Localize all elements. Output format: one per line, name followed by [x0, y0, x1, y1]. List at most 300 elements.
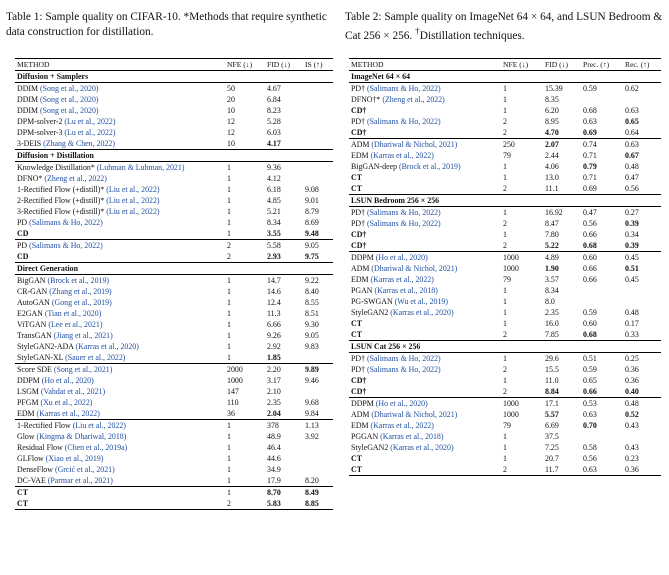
fid-cell-text: 6.20: [545, 106, 559, 115]
citation-link[interactable]: (Zhang et al., 2019): [49, 287, 112, 296]
method-cell: [15, 228, 225, 240]
citation-link[interactable]: (Karras et al., 2022): [370, 151, 434, 160]
citation-link[interactable]: (Liu et al., 2022): [72, 421, 126, 430]
fid-cell: [543, 296, 581, 307]
recall-cell-text: 0.40: [625, 387, 639, 396]
is-cell: [303, 206, 333, 217]
table1-header-nfe: NFE (↓): [227, 60, 253, 69]
method-name: CR-GAN: [17, 287, 48, 296]
method-cell: [15, 206, 225, 217]
method-cell: [15, 83, 225, 95]
precision-cell-text: 0.66: [583, 264, 597, 273]
nfe-cell: [501, 252, 543, 264]
fid-cell: [543, 183, 581, 195]
recall-cell-text: 0.36: [625, 376, 639, 385]
fid-cell-text: 3.57: [545, 275, 559, 284]
nfe-cell-text: 2: [227, 252, 231, 261]
fid-cell-text: 2.92: [267, 342, 281, 351]
nfe-cell-text: 1: [503, 354, 507, 363]
nfe-cell: [225, 217, 265, 228]
fid-cell: [543, 431, 581, 442]
is-cell-text: 8.51: [305, 309, 319, 318]
table-row: [349, 386, 661, 398]
is-cell-text: 9.84: [305, 409, 319, 418]
method-cell: [349, 161, 501, 172]
citation-link[interactable]: (Zheng et al., 2022): [44, 174, 107, 183]
method-cell: [349, 127, 501, 139]
citation-link[interactable]: (Karras et al., 2020): [390, 443, 454, 452]
method-cell: [349, 285, 501, 296]
method-cell: [15, 138, 225, 150]
fid-cell: [265, 286, 303, 297]
fid-cell: [265, 308, 303, 319]
recall-cell: [623, 398, 661, 410]
citation-link[interactable]: (Karras et al., 2018): [380, 432, 444, 441]
nfe-cell: [501, 364, 543, 375]
fid-cell-text: 14.6: [267, 287, 281, 296]
citation-link[interactable]: (Lu et al., 2022): [64, 128, 116, 137]
table-row: [15, 162, 333, 174]
precision-cell-text: 0.59: [583, 84, 597, 93]
method-cell: [349, 274, 501, 285]
table-row: [15, 408, 333, 420]
citation-link[interactable]: (Salimans & Ho, 2022): [367, 84, 441, 93]
citation-link[interactable]: (Salimans & Ho, 2022): [367, 208, 441, 217]
citation-link[interactable]: (Zheng et al., 2022): [382, 95, 445, 104]
section-header: [15, 71, 333, 83]
nfe-cell-text: 1: [503, 286, 507, 295]
method-name: 2-Rectified Flow (+distill)*: [17, 196, 105, 205]
table2-header-nfe: NFE (↓): [503, 60, 529, 69]
nfe-cell: [501, 409, 543, 420]
method-cell: [15, 240, 225, 252]
nfe-cell: [501, 263, 543, 274]
citation-link[interactable]: (Lee et al., 2021): [48, 320, 103, 329]
precision-cell: [581, 353, 623, 365]
method-cell: [15, 352, 225, 364]
fid-cell-text: 2.35: [545, 308, 559, 317]
precision-cell: [581, 207, 623, 219]
nfe-cell: [225, 94, 265, 105]
nfe-cell-text: 20: [227, 95, 235, 104]
table1-caption: Table 1: Sample quality on CIFAR-10. *Methods that require synthetic data construction for distillation.: [6, 11, 327, 38]
recall-cell-text: 0.27: [625, 208, 639, 217]
recall-cell-text: 0.45: [625, 253, 639, 262]
precision-cell: [581, 431, 623, 442]
citation-link[interactable]: (Parmar et al., 2021): [47, 476, 113, 485]
table-row: [349, 285, 661, 296]
fid-cell-text: 4.85: [267, 196, 281, 205]
nfe-cell: [225, 116, 265, 127]
citation-link[interactable]: (Salimans & Ho, 2022): [29, 218, 103, 227]
fid-cell-text: 11.1: [545, 184, 559, 193]
is-cell: [303, 487, 333, 499]
section-title: ImageNet 64 × 64: [351, 72, 411, 81]
method-cell: [15, 127, 225, 138]
citation-link[interactable]: (Karras et al., 2020): [75, 342, 139, 351]
section-header: [349, 71, 661, 83]
citation-link[interactable]: (Salimans & Ho, 2022): [367, 117, 441, 126]
citation-link[interactable]: (Ho et al., 2020): [375, 253, 428, 262]
fid-cell: [543, 83, 581, 95]
recall-cell: [623, 307, 661, 318]
recall-cell-text: 0.51: [625, 264, 639, 273]
citation-link[interactable]: (Jiang et al., 2021): [53, 331, 113, 340]
citation-link[interactable]: (Xiao et al., 2019): [45, 454, 104, 463]
method-name: PFGM: [17, 398, 39, 407]
citation-link[interactable]: (Salimans & Ho, 2022): [29, 241, 103, 250]
table-row: [15, 138, 333, 150]
citation-link[interactable]: (Sauer et al., 2022): [65, 353, 126, 362]
is-cell-text: 8.69: [305, 218, 319, 227]
fid-cell-text: 8.34: [545, 286, 559, 295]
nfe-cell-text: 2: [503, 219, 507, 228]
nfe-cell-text: 1: [503, 432, 507, 441]
recall-cell-text: 0.43: [625, 443, 639, 452]
nfe-cell: [501, 464, 543, 476]
recall-cell: [623, 464, 661, 476]
citation-link[interactable]: (Song et al., 2020): [40, 95, 99, 104]
citation-link[interactable]: (Ho et al., 2020): [375, 399, 428, 408]
table2-header-prec: Prec. (↑): [583, 60, 610, 69]
nfe-cell: [501, 139, 543, 151]
citation-link[interactable]: (Zhang & Chen, 2022): [43, 139, 115, 148]
table-row: [15, 206, 333, 217]
method-cell: [349, 307, 501, 318]
recall-cell: [623, 150, 661, 161]
table-row: [349, 127, 661, 139]
citation-link[interactable]: (Dhariwal & Nichol, 2021): [371, 264, 458, 273]
is-cell: [303, 408, 333, 420]
method-name: StyleGAN2: [351, 308, 389, 317]
fid-cell: [543, 229, 581, 240]
method-name: BigGAN-deep: [351, 162, 398, 171]
recall-cell: [623, 183, 661, 195]
citation-link[interactable]: (Luhman & Luhman, 2021): [96, 163, 185, 172]
is-cell: [303, 308, 333, 319]
method-name: StyleGAN-XL: [17, 353, 64, 362]
fid-cell-text: 8.84: [545, 387, 559, 396]
citation-link[interactable]: (Song et al., 2021): [53, 365, 113, 374]
recall-cell: [623, 263, 661, 274]
citation-link[interactable]: (Brock et al., 2019): [399, 162, 461, 171]
table-row: [349, 307, 661, 318]
fid-cell: [543, 353, 581, 365]
method-cell: [15, 162, 225, 174]
is-cell: [303, 498, 333, 510]
table-row: [15, 173, 333, 184]
nfe-cell: [225, 341, 265, 352]
citation-link[interactable]: (Karras et al., 2022): [36, 409, 100, 418]
recall-cell: [623, 161, 661, 172]
method-name: PD†: [351, 208, 366, 217]
citation-link[interactable]: (Xu et al., 2022): [40, 398, 93, 407]
table-row: [15, 386, 333, 397]
nfe-cell: [501, 127, 543, 139]
precision-cell-text: 0.56: [583, 454, 597, 463]
fid-cell: [265, 206, 303, 217]
method-name: CT: [351, 173, 362, 182]
is-cell: [303, 453, 333, 464]
method-cell: [349, 263, 501, 274]
citation-link[interactable]: (Karras et al., 2022): [370, 275, 434, 284]
method-name: DFNO†*: [351, 95, 381, 104]
recall-cell-text: 0.39: [625, 241, 639, 250]
recall-cell: [623, 252, 661, 264]
nfe-cell-text: 2: [503, 330, 507, 339]
is-cell-text: 9.22: [305, 276, 319, 285]
table-row: [349, 252, 661, 264]
table-row: [349, 207, 661, 219]
table-row: [15, 308, 333, 319]
citation-link[interactable]: (Dhariwal & Nichol, 2021): [371, 140, 458, 149]
citation-link[interactable]: (Tian et al., 2020): [44, 309, 102, 318]
citation-link[interactable]: (Karras et al., 2022): [370, 421, 434, 430]
table-row: [15, 105, 333, 116]
fid-cell: [265, 386, 303, 397]
table-row: [349, 83, 661, 95]
fid-cell-text: 4.70: [545, 128, 559, 137]
method-name: Score SDE: [17, 365, 52, 374]
precision-cell-text: 0.65: [583, 376, 597, 385]
fid-cell-text: 1.90: [545, 264, 559, 273]
table-row: [349, 116, 661, 127]
method-cell: [15, 341, 225, 352]
recall-cell: [623, 409, 661, 420]
nfe-cell-text: 1: [227, 309, 231, 318]
method-cell: [15, 319, 225, 330]
citation-link[interactable]: (Dhariwal & Nichol, 2021): [371, 410, 458, 419]
fid-cell: [543, 94, 581, 105]
precision-cell-text: 0.79: [583, 162, 597, 171]
nfe-cell: [225, 251, 265, 263]
precision-cell: [581, 307, 623, 318]
nfe-cell: [501, 353, 543, 365]
nfe-cell: [225, 375, 265, 386]
citation-link[interactable]: (Lu et al., 2022): [64, 117, 116, 126]
method-cell: [15, 364, 225, 376]
nfe-cell-text: 1000: [503, 264, 519, 273]
method-name: DDIM: [17, 95, 39, 104]
nfe-cell-text: 1: [227, 207, 231, 216]
table-row: [349, 150, 661, 161]
table-row: [15, 352, 333, 364]
nfe-cell-text: 2: [503, 128, 507, 137]
nfe-cell-text: 1: [227, 287, 231, 296]
nfe-cell: [225, 431, 265, 442]
recall-cell-text: 0.36: [625, 365, 639, 374]
method-cell: [349, 442, 501, 453]
citation-link[interactable]: (Ho et al., 2020): [41, 376, 94, 385]
method-cell: [15, 195, 225, 206]
method-cell: [349, 375, 501, 386]
nfe-cell: [501, 183, 543, 195]
method-name: CD†: [351, 376, 367, 385]
recall-cell-text: 0.33: [625, 330, 639, 339]
recall-cell: [623, 229, 661, 240]
method-name: CD†: [351, 241, 367, 250]
fid-cell-text: 2.10: [267, 387, 281, 396]
method-name: CD†: [351, 230, 367, 239]
is-cell-text: 8.55: [305, 298, 319, 307]
recall-cell-text: 0.67: [625, 151, 639, 160]
method-name: PD†: [351, 354, 366, 363]
method-name: Residual Flow: [17, 443, 63, 452]
fid-cell: [543, 116, 581, 127]
table-row: [349, 442, 661, 453]
recall-cell: [623, 127, 661, 139]
nfe-cell: [501, 318, 543, 329]
nfe-cell-text: 1000: [503, 253, 519, 262]
method-cell: [349, 453, 501, 464]
citation-link[interactable]: (Song et al., 2020): [40, 106, 99, 115]
fid-cell-text: 11.3: [267, 309, 281, 318]
method-name: 1-Rectified Flow: [17, 421, 71, 430]
nfe-cell-text: 1: [227, 331, 231, 340]
citation-link[interactable]: (Salimans & Ho, 2022): [367, 365, 441, 374]
citation-link[interactable]: (Chen et al., 2019a): [64, 443, 128, 452]
precision-cell-text: 0.60: [583, 253, 597, 262]
fid-cell-text: 20.7: [545, 454, 559, 463]
table-row: [349, 94, 661, 105]
citation-link[interactable]: (Liu et al., 2022): [106, 185, 160, 194]
section-header: [349, 195, 661, 207]
fid-cell: [543, 386, 581, 398]
method-cell: [15, 116, 225, 127]
fid-cell: [265, 453, 303, 464]
fid-cell: [543, 161, 581, 172]
recall-cell-text: 0.23: [625, 454, 639, 463]
fid-cell: [543, 442, 581, 453]
recall-cell: [623, 83, 661, 95]
precision-cell-text: 0.66: [583, 387, 597, 396]
method-cell: [349, 150, 501, 161]
nfe-cell: [225, 173, 265, 184]
citation-link[interactable]: (Liu et al., 2022): [106, 207, 160, 216]
nfe-cell-text: 1000: [503, 399, 519, 408]
recall-cell-text: 0.48: [625, 162, 639, 171]
section-title: Direct Generation: [17, 264, 78, 273]
fid-cell-text: 7.80: [545, 230, 559, 239]
fid-cell: [265, 228, 303, 240]
fid-cell: [265, 297, 303, 308]
nfe-cell-text: 2: [503, 365, 507, 374]
table-row: [15, 420, 333, 432]
citation-link[interactable]: (Liu et al., 2022): [106, 196, 160, 205]
fid-cell-text: 15.39: [545, 84, 563, 93]
citation-link[interactable]: (Karras et al., 2018): [374, 286, 438, 295]
citation-link[interactable]: (Song et al., 2020): [40, 84, 99, 93]
is-cell: [303, 195, 333, 206]
fid-cell: [265, 431, 303, 442]
method-name: CT: [351, 184, 362, 193]
citation-link[interactable]: (Gong et al., 2019): [51, 298, 112, 307]
precision-cell-text: 0.47: [583, 208, 597, 217]
is-cell: [303, 94, 333, 105]
citation-link[interactable]: (Brock et al., 2019): [47, 276, 110, 285]
table-row: [15, 498, 333, 510]
method-name: Knowledge Distillation*: [17, 163, 95, 172]
nfe-cell-text: 79: [503, 275, 511, 284]
fid-cell: [543, 139, 581, 151]
is-cell: [303, 184, 333, 195]
nfe-cell: [225, 319, 265, 330]
nfe-cell-text: 1: [227, 353, 231, 362]
nfe-cell-text: 1: [227, 218, 231, 227]
nfe-cell: [501, 218, 543, 229]
is-cell: [303, 127, 333, 138]
fid-cell: [543, 172, 581, 183]
table-row: [349, 431, 661, 442]
method-cell: [15, 286, 225, 297]
recall-cell-text: 0.64: [625, 128, 639, 137]
is-cell-text: 8.79: [305, 207, 319, 216]
table-row: [349, 139, 661, 151]
citation-link[interactable]: (Vahdat et al., 2021): [40, 387, 106, 396]
is-cell: [303, 431, 333, 442]
fid-cell: [265, 173, 303, 184]
method-name: 3-Rectified Flow (+distill)*: [17, 207, 105, 216]
fid-cell: [265, 397, 303, 408]
citation-link[interactable]: (Kingma & Dhariwal, 2018): [36, 432, 127, 441]
section-header: [349, 341, 661, 353]
recall-cell-text: 0.45: [625, 275, 639, 284]
nfe-cell-text: 1: [227, 320, 231, 329]
precision-cell-text: 0.69: [583, 128, 597, 137]
citation-link[interactable]: (Salimans & Ho, 2022): [367, 219, 441, 228]
precision-cell: [581, 105, 623, 116]
method-cell: [349, 296, 501, 307]
citation-link[interactable]: (Salimans & Ho, 2022): [367, 354, 441, 363]
method-cell: [15, 251, 225, 263]
fid-cell-text: 9.36: [267, 163, 281, 172]
nfe-cell-text: 1: [227, 443, 231, 452]
method-name: DDPM: [351, 399, 374, 408]
nfe-cell-text: 1: [227, 421, 231, 430]
table-row: [349, 420, 661, 431]
table-row: [15, 397, 333, 408]
nfe-cell: [225, 352, 265, 364]
nfe-cell: [501, 453, 543, 464]
citation-link[interactable]: (Grcić et al., 2021): [54, 465, 115, 474]
table1-cifar10: [15, 58, 333, 510]
is-cell: [303, 319, 333, 330]
nfe-cell-text: 2: [503, 184, 507, 193]
method-name: CD: [17, 229, 29, 238]
recall-cell-text: 0.39: [625, 219, 639, 228]
table-row: [15, 364, 333, 376]
method-name: BigGAN: [17, 276, 46, 285]
citation-link[interactable]: (Karras et al., 2020): [390, 308, 454, 317]
table-row: [15, 240, 333, 252]
method-cell: [349, 386, 501, 398]
table-row: [349, 375, 661, 386]
nfe-cell-text: 147: [227, 387, 239, 396]
nfe-cell: [225, 297, 265, 308]
precision-cell: [581, 94, 623, 105]
nfe-cell-text: 1: [503, 230, 507, 239]
nfe-cell-text: 1: [503, 162, 507, 171]
method-cell: [15, 498, 225, 510]
fid-cell-text: 11.7: [545, 465, 559, 474]
method-name: TransGAN: [17, 331, 52, 340]
method-name: PG-SWGAN: [351, 297, 393, 306]
precision-cell-text: 0.60: [583, 319, 597, 328]
method-name: AutoGAN: [17, 298, 50, 307]
table-row: [349, 453, 661, 464]
citation-link[interactable]: (Wu et al., 2019): [394, 297, 449, 306]
table-row: [349, 183, 661, 195]
